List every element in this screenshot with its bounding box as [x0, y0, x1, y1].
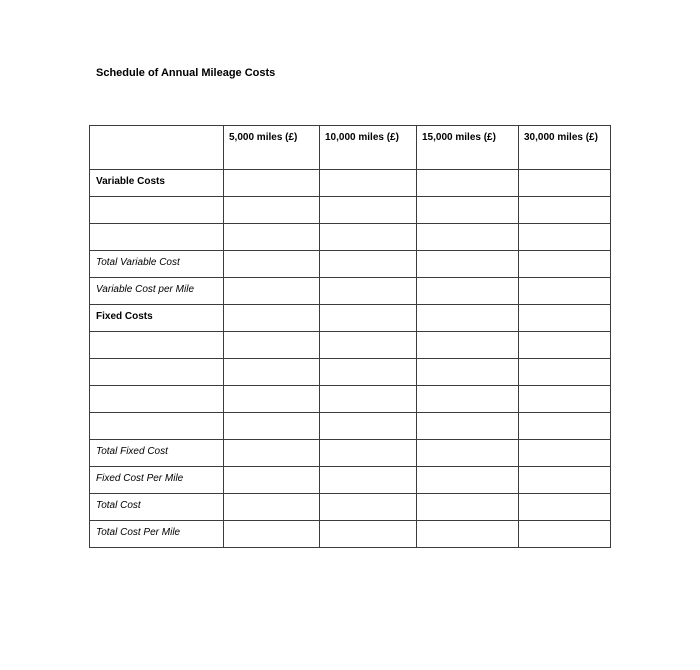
blank-label-cell	[90, 413, 224, 440]
value-cell	[224, 440, 320, 467]
value-cell	[224, 359, 320, 386]
value-cell	[320, 224, 417, 251]
value-cell	[519, 251, 611, 278]
table-row	[90, 440, 611, 467]
value-cell	[320, 251, 417, 278]
value-cell	[519, 359, 611, 386]
value-cell	[224, 197, 320, 224]
blank-label-cell	[90, 197, 224, 224]
blank-label-cell	[90, 386, 224, 413]
value-cell	[320, 278, 417, 305]
value-cell	[224, 413, 320, 440]
subtotal-label-cell: Total Variable Cost	[90, 251, 224, 278]
value-cell	[224, 305, 320, 332]
table-row	[90, 332, 611, 359]
value-cell	[320, 413, 417, 440]
blank-label-cell	[90, 224, 224, 251]
value-cell	[417, 521, 519, 548]
value-cell	[519, 224, 611, 251]
value-cell	[417, 494, 519, 521]
section-heading-cell: Fixed Costs	[90, 305, 224, 332]
value-cell	[224, 224, 320, 251]
table-row	[90, 251, 611, 278]
value-cell	[417, 386, 519, 413]
value-cell	[417, 440, 519, 467]
value-cell	[417, 359, 519, 386]
section-heading-cell: Variable Costs	[90, 170, 224, 197]
subtotal-label-cell: Variable Cost per Mile	[90, 278, 224, 305]
value-cell	[320, 467, 417, 494]
table-row	[90, 170, 611, 197]
table-row	[90, 413, 611, 440]
table-row	[90, 278, 611, 305]
table-row	[90, 197, 611, 224]
document-title: Schedule of Annual Mileage Costs	[96, 67, 276, 79]
header-cell-label-column	[90, 126, 224, 170]
table-row	[90, 386, 611, 413]
value-cell	[224, 467, 320, 494]
value-cell	[417, 224, 519, 251]
value-cell	[417, 332, 519, 359]
table-row	[90, 494, 611, 521]
table-row	[90, 467, 611, 494]
value-cell	[519, 386, 611, 413]
subtotal-label-cell: Total Cost	[90, 494, 224, 521]
value-cell	[519, 170, 611, 197]
table-row	[90, 305, 611, 332]
table-row	[90, 224, 611, 251]
table-header-row	[90, 126, 611, 170]
value-cell	[519, 467, 611, 494]
value-cell	[224, 521, 320, 548]
value-cell	[320, 521, 417, 548]
header-cell-5000-miles: 5,000 miles (£)	[224, 126, 320, 170]
value-cell	[417, 413, 519, 440]
value-cell	[417, 197, 519, 224]
value-cell	[320, 494, 417, 521]
blank-label-cell	[90, 332, 224, 359]
table-body	[90, 170, 611, 548]
value-cell	[224, 170, 320, 197]
value-cell	[320, 305, 417, 332]
value-cell	[320, 386, 417, 413]
subtotal-label-cell: Total Fixed Cost	[90, 440, 224, 467]
value-cell	[417, 170, 519, 197]
value-cell	[224, 332, 320, 359]
header-cell-10000-miles: 10,000 miles (£)	[320, 126, 417, 170]
value-cell	[320, 332, 417, 359]
value-cell	[417, 467, 519, 494]
header-cell-30000-miles: 30,000 miles (£)	[519, 126, 611, 170]
table-row	[90, 521, 611, 548]
mileage-cost-table	[89, 125, 611, 548]
value-cell	[224, 386, 320, 413]
value-cell	[224, 494, 320, 521]
subtotal-label-cell: Fixed Cost Per Mile	[90, 467, 224, 494]
value-cell	[417, 278, 519, 305]
value-cell	[519, 278, 611, 305]
value-cell	[519, 494, 611, 521]
value-cell	[224, 251, 320, 278]
value-cell	[224, 278, 320, 305]
value-cell	[417, 251, 519, 278]
value-cell	[519, 521, 611, 548]
value-cell	[320, 440, 417, 467]
value-cell	[519, 440, 611, 467]
blank-label-cell	[90, 359, 224, 386]
value-cell	[519, 413, 611, 440]
value-cell	[519, 305, 611, 332]
subtotal-label-cell: Total Cost Per Mile	[90, 521, 224, 548]
header-cell-15000-miles: 15,000 miles (£)	[417, 126, 519, 170]
table-row	[90, 359, 611, 386]
value-cell	[519, 197, 611, 224]
value-cell	[519, 332, 611, 359]
value-cell	[320, 170, 417, 197]
value-cell	[417, 305, 519, 332]
value-cell	[320, 359, 417, 386]
value-cell	[320, 197, 417, 224]
